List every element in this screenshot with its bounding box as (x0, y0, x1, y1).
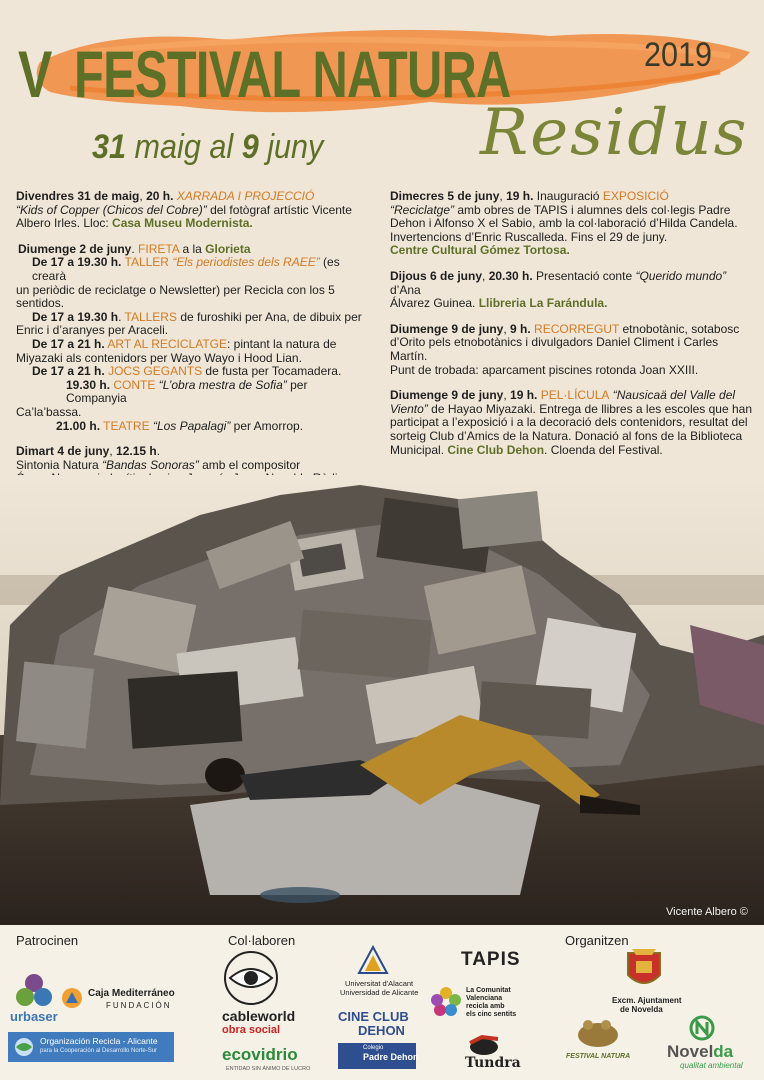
section-col-laboren: Col·laboren (228, 933, 296, 948)
event-xarrada: Divendres 31 de maig, 20 h. XARRADA I PROJECCIÓ “Kids of Copper (Chicos del Cobre)” del fotògraf artístic Vicente Albero Irles. Lloc: Casa Museu Modernista. (16, 189, 352, 231)
university-logo-icon (357, 945, 389, 975)
festival-year: 2019 (644, 36, 713, 74)
edition-numeral: V (18, 37, 52, 111)
festival-title: FESTIVAL NATURA (74, 37, 511, 111)
event-fireta: Diumenge 2 de juny. FIRETA a la Glorieta De 17 a 19.30 h. TALLER “Els periodistes dels RAEE” (es crearà un periòdic de reciclatge o Newsletter) per Recicla con los 5 sentidos. De 17 a 19.30 h. TALLERS de furoshiki per Ana, de dibuix per Enric i d’aranyes per Araceli. De 17 a 21 h. ART AL RECICLATGE: pintant la natura de Miyazaki als contenidors per Wayo Wayo i Hood Lian. De 17 a 21 h. JOCS GEGANTS de fusta per Tocamadera. 19.30 h. CONTE “L’obra mestra de Sofia” per Companyia Ca’la’bassa. 21.00 h. TEATRE “Los Papalagi” per Amorrop. (16, 241, 362, 433)
novelda-logo-icon (688, 1015, 716, 1041)
urbaser-logo-icon (14, 973, 54, 1009)
ecovidrio-name: ecovidrio (222, 1045, 298, 1064)
cableworld-name: cableworld (222, 1008, 296, 1024)
ajuntament-line1: Excm. Ajuntament (612, 996, 682, 1005)
cv-recicla-text: La Comunitat Valenciana recicla amb els cinc sentits (466, 987, 517, 1018)
event-recorregut: Diumenge 9 de juny, 9 h. RECORREGUT etnobotànic, sotabosc d’Orito pels etnobotànics i divulgadors Daniel Climent i Carles Martín. Punt de trobada: aparcament piscines rotonda Joan XXIII. (390, 321, 740, 377)
event-sintonia: Dimart 4 de juny, 12.15 h. Sintonia Natura “Bandas Sonoras” amb el compositor (16, 444, 301, 472)
event-exposicio: Dimecres 5 de juny, 19 h. Inauguració EXPOSICIÓ “Reciclatge” amb obres de TAPIS i alumnes dels col·legis Padre Dehon i Alfonso X el Sabio, amb la col·laboració d’Hilda Candela. Invertencions d’Enric Ruscalleda. Fins el 29 de juny. Centre Cultural Gómez Tortosa. (390, 189, 738, 258)
recicla-alicante-name: Organización Recicla - Alicante (40, 1036, 158, 1046)
recicla-alicante-badge (8, 1032, 174, 1062)
globe-icon (11, 1037, 37, 1057)
caja-mediterraneo-name: Caja Mediterráneo (88, 988, 175, 999)
festival-dates: 31 maig al 9 juny (92, 128, 324, 166)
padre-dehon-name: Padre Dehon (363, 1052, 419, 1062)
photo-credit: Vicente Albero © (666, 906, 748, 918)
novelda-tagline: qualitat ambiental (680, 1061, 743, 1070)
event-pellicula: Diumenge 9 de juny, 19 h. PEL·LÍCULA “Nausicaä del Valle del Viento” de Hayao Miyazaki. Entrega de llibres a les escoles que han participat a l’exposició i a la decoració dels contenidors, resultat del sorteig Club d’Amics de la Natura. Donació al fons de la Biblioteca Municipal. Cine Club Dehon. Cloenda del Festival. (390, 388, 752, 457)
festival-natura-logo-text: FESTIVAL NATURA (566, 1053, 631, 1060)
festival-theme: Residus (480, 96, 749, 170)
padre-dehon-badge (338, 1043, 419, 1069)
urbaser-label: urbaser (10, 1009, 58, 1024)
cine-club-name: CINE CLUB (338, 1009, 409, 1024)
toad-logo-icon (574, 1015, 622, 1049)
tundra-bird-icon (462, 1033, 506, 1055)
caja-mediterraneo-fundacion: FUNDACIÓN (106, 1001, 172, 1010)
recicla-alicante-tagline: para la Cooperación al Desarrollo Norte-Sur (40, 1048, 158, 1054)
novelda-name: Novelda (667, 1042, 734, 1061)
university-name-va: Universitat d'Alacant (345, 979, 414, 988)
poster-header (0, 0, 764, 185)
tapis-logo: TAPIS (461, 949, 521, 970)
ajuntament-line2: de Novelda (620, 1005, 663, 1014)
eye-logo-icon (222, 950, 280, 1006)
caja-mediterraneo-logo-icon (60, 987, 84, 1009)
sponsors-band (0, 925, 764, 1080)
tundra-name: Tundra (465, 1055, 521, 1071)
five-senses-logo-icon (430, 985, 462, 1017)
town-crest-icon (622, 947, 666, 993)
program-right-column (390, 190, 752, 469)
waste-pile-photo (0, 475, 764, 925)
section-patrocinen: Patrocinen (16, 933, 79, 948)
cine-club-dehon: DEHON (358, 1023, 405, 1038)
program-left-column (16, 190, 368, 498)
ecovidrio-tagline: ENTIDAD SIN ÁNIMO DE LUCRO (226, 1066, 311, 1072)
cableworld-obra-social: obra social (222, 1024, 281, 1036)
event-conte-presentacio: Dijous 6 de juny, 20.30 h. Presentació conte “Querido mundo” d’Ana Álvarez Guinea. Llibreria La Farándula. (390, 268, 727, 311)
padre-dehon-colegio: Colegio (363, 1045, 384, 1051)
university-name-es: Universidad de Alicante (340, 988, 419, 997)
section-organitzen: Organitzen (565, 933, 629, 948)
